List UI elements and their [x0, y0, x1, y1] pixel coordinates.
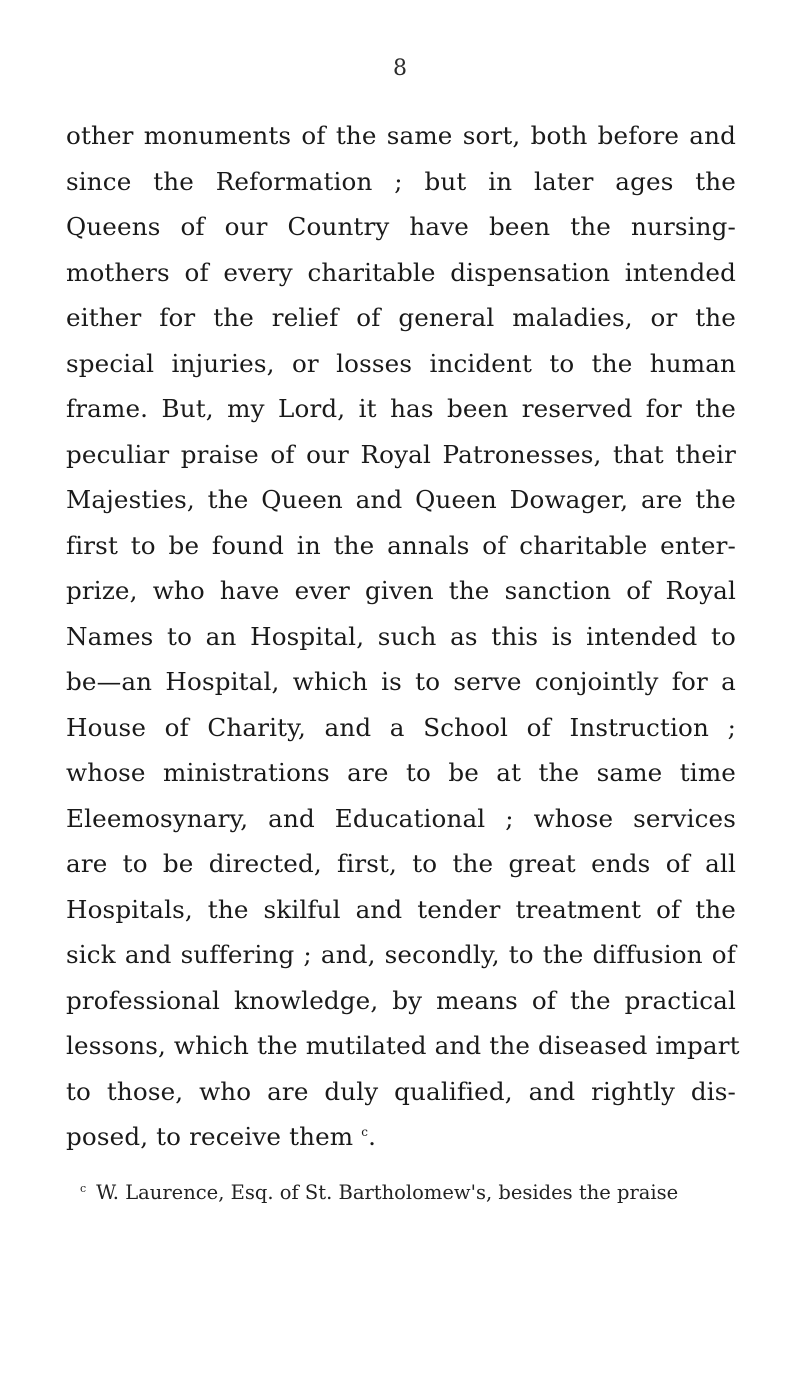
text-line: special injuries, or losses incident to the human: [66, 348, 736, 378]
text-line: sick and suffering ; and, secondly, to the diffusion of: [66, 940, 736, 969]
last-line-text: posed, to receive them: [66, 1122, 354, 1151]
last-line-period: .: [368, 1122, 377, 1151]
text-line: are to be directed, first, to the great ends of all: [66, 849, 736, 878]
body-paragraph: [66, 113, 740, 1160]
text-line: Names to an Hospital, such as this is intended to: [66, 621, 736, 651]
page-number: 8: [393, 56, 407, 81]
footnote-reference: c: [361, 1124, 369, 1139]
text-line: first to be found in the annals of charitable enter-: [66, 530, 736, 560]
text-line: Majesties, the Queen and Queen Dowager, are the: [66, 485, 736, 514]
footnote-marker: c: [80, 1181, 87, 1195]
text-line: since the Reformation ; but in later ages the: [66, 166, 736, 196]
text-line: mothers of every charitable dispensation intended: [66, 257, 736, 287]
text-line: House of Charity, and a School of Instruction ;: [66, 712, 736, 742]
text-line: professional knowledge, by means of the practical: [66, 985, 736, 1015]
text-line: Queens of our Country have been the nursing-: [66, 212, 736, 241]
footnote: [80, 1180, 736, 1206]
text-line: peculiar praise of our Royal Patronesses, that their: [66, 439, 736, 469]
text-line: Eleemosynary, and Educational ; whose services: [66, 803, 736, 833]
text-line: be—an Hospital, which is to serve conjointly for a: [66, 667, 736, 696]
text-line: Hospitals, the skilful and tender treatment of the: [66, 894, 736, 924]
text-line: frame. But, my Lord, it has been reserved for the: [66, 394, 736, 423]
footnote-text: W. Laurence, Esq. of St. Bartholomew's, besides the praise: [96, 1181, 679, 1204]
text-line: either for the relief of general maladies, or the: [66, 303, 736, 332]
text-line: other monuments of the same sort, both before and: [66, 121, 736, 150]
text-line-last: [66, 1114, 736, 1160]
text-line: prize, who have ever given the sanction of Royal: [66, 576, 736, 605]
text-line: whose ministrations are to be at the same time: [66, 758, 736, 787]
text-line: lessons, which the mutilated and the diseased impart: [66, 1031, 740, 1060]
text-line: to those, who are duly qualified, and rightly dis-: [66, 1076, 736, 1106]
